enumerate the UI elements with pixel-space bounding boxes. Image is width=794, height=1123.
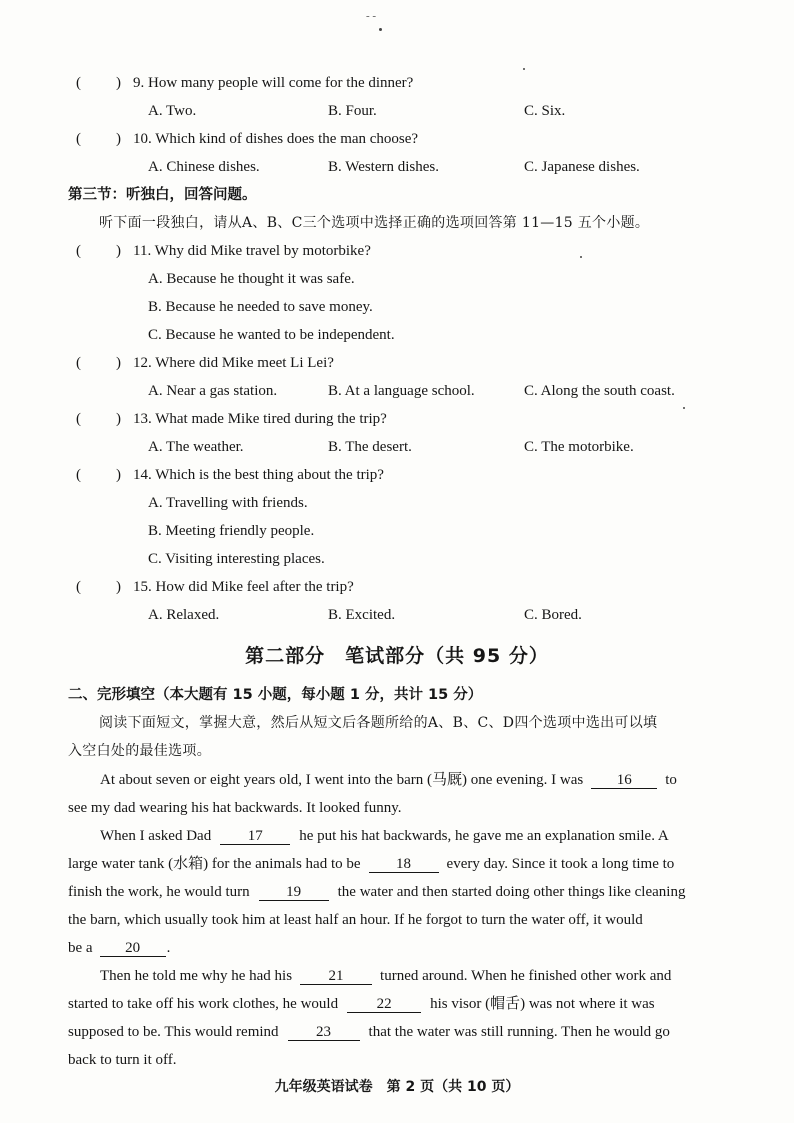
passage-line: back to turn it off. — [68, 1052, 177, 1068]
question-9-stem: 9. How many people will come for the dinner? — [133, 75, 414, 91]
passage-line: see my dad wearing his hat backwards. It looked funny. — [68, 800, 402, 816]
scan-speck — [523, 68, 525, 70]
cloze-section-title: 二、完形填空（本大题有 15 小题，每小题 1 分，共计 15 分） — [68, 687, 483, 703]
passage-line — [100, 826, 669, 846]
section-3-title: 第三节：听独白，回答问题。 — [68, 187, 257, 203]
question-10-option-a: A. Chinese dishes. — [148, 159, 260, 175]
question-10-stem: 10. Which kind of dishes does the man choose? — [133, 131, 419, 147]
question-12-stem: 12. Where did Mike meet Li Lei? — [133, 355, 334, 371]
blank-20[interactable]: 20 — [100, 940, 166, 957]
question-13-option-a: A. The weather. — [148, 439, 244, 455]
passage-line — [68, 938, 170, 958]
passage-text: to — [665, 772, 677, 788]
passage-text: supposed to be. This would remind — [68, 1024, 279, 1040]
scan-speck — [683, 407, 685, 409]
question-10-option-c: C. Japanese dishes. — [524, 159, 640, 175]
scan-speck — [379, 28, 382, 31]
passage-text: When I asked Dad — [100, 828, 212, 844]
answer-paren-open: ( — [76, 411, 81, 427]
passage-text: Then he told me why he had his — [100, 968, 293, 984]
blank-22[interactable]: 22 — [347, 996, 421, 1013]
question-11-option-b: B. Because he needed to save money. — [148, 299, 373, 315]
question-12-option-b: B. At a language school. — [328, 383, 475, 399]
answer-paren-close: ) — [116, 75, 121, 91]
answer-paren-open: ( — [76, 75, 81, 91]
question-15-stem: 15. How did Mike feel after the trip? — [133, 579, 354, 595]
passage-text: . — [166, 940, 171, 956]
blank-18[interactable]: 18 — [369, 856, 439, 873]
question-14-option-a: A. Travelling with friends. — [148, 495, 308, 511]
answer-paren-close: ) — [116, 131, 121, 147]
question-10-option-b: B. Western dishes. — [328, 159, 440, 175]
question-12-option-a: A. Near a gas station. — [148, 383, 278, 399]
question-13-option-b: B. The desert. — [328, 439, 412, 455]
question-14-option-b: B. Meeting friendly people. — [148, 523, 315, 539]
question-15-option-b: B. Excited. — [328, 607, 396, 623]
question-11-option-c: C. Because he wanted to be independent. — [148, 327, 395, 343]
scan-speck — [580, 256, 582, 258]
passage-text: every day. Since it took a long time to — [446, 856, 675, 872]
question-15-option-c: C. Bored. — [524, 607, 582, 623]
answer-paren-close: ) — [116, 411, 121, 427]
passage-text: started to take off his work clothes, he would — [68, 996, 339, 1012]
passage-text: finish the work, he would turn — [68, 884, 250, 900]
blank-21[interactable]: 21 — [300, 968, 372, 985]
passage-line — [68, 854, 674, 874]
passage-line — [100, 966, 671, 986]
answer-paren-open: ( — [76, 579, 81, 595]
passage-text: At about seven or eight years old, I went into the barn (马厩) one evening. I was — [100, 772, 584, 788]
question-12-option-c: C. Along the south coast. — [524, 383, 675, 399]
passage-line — [68, 994, 655, 1014]
passage-line: the barn, which usually took him at least half an hour. If he forgot to turn the water off, it would — [68, 912, 643, 928]
passage-text: be a — [68, 940, 93, 956]
answer-paren-close: ) — [116, 243, 121, 259]
cloze-instruction-line-1: 阅读下面短文，掌握大意，然后从短文后各题所给的A、B、C、D四个选项中选出可以填 — [99, 715, 658, 731]
blank-17[interactable]: 17 — [220, 828, 290, 845]
passage-text: his visor (帽舌) was not where it was — [430, 996, 655, 1012]
question-15-option-a: A. Relaxed. — [148, 607, 220, 623]
question-14-stem: 14. Which is the best thing about the trip? — [133, 467, 384, 483]
passage-text: that the water was still running. Then he would go — [368, 1024, 670, 1040]
header-marks: - - — [366, 10, 377, 22]
question-11-option-a: A. Because he thought it was safe. — [148, 271, 355, 287]
part-2-title: 第二部分 笔试部分（共 95 分） — [245, 645, 549, 667]
answer-paren-open: ( — [76, 243, 81, 259]
answer-paren-open: ( — [76, 131, 81, 147]
question-9-option-b: B. Four. — [328, 103, 377, 119]
passage-text: the water and then started doing other things like cleaning — [337, 884, 686, 900]
passage-line — [68, 1022, 670, 1042]
section-3-instruction: 听下面一段独白，请从A、B、C三个选项中选择正确的选项回答第 11—15 五个小题。 — [99, 215, 650, 231]
question-13-stem: 13. What made Mike tired during the trip? — [133, 411, 387, 427]
question-13-option-c: C. The motorbike. — [524, 439, 634, 455]
blank-19[interactable]: 19 — [259, 884, 329, 901]
passage-line — [100, 770, 677, 790]
passage-text: he put his hat backwards, he gave me an explanation smile. A — [299, 828, 669, 844]
passage-line — [68, 882, 685, 902]
passage-text: large water tank (水箱) for the animals had to be — [68, 856, 361, 872]
blank-16[interactable]: 16 — [591, 772, 657, 789]
answer-paren-close: ) — [116, 355, 121, 371]
answer-paren-open: ( — [76, 355, 81, 371]
answer-paren-open: ( — [76, 467, 81, 483]
answer-paren-close: ) — [116, 467, 121, 483]
question-9-option-a: A. Two. — [148, 103, 197, 119]
blank-23[interactable]: 23 — [288, 1024, 360, 1041]
question-9-option-c: C. Six. — [524, 103, 566, 119]
page-footer: 九年级英语试卷 第 2 页（共 10 页） — [274, 1079, 520, 1095]
cloze-instruction-line-2: 入空白处的最佳选项。 — [68, 743, 211, 759]
answer-paren-close: ) — [116, 579, 121, 595]
question-11-stem: 11. Why did Mike travel by motorbike? — [133, 243, 371, 259]
passage-text: turned around. When he finished other work and — [380, 968, 672, 984]
question-14-option-c: C. Visiting interesting places. — [148, 551, 325, 567]
